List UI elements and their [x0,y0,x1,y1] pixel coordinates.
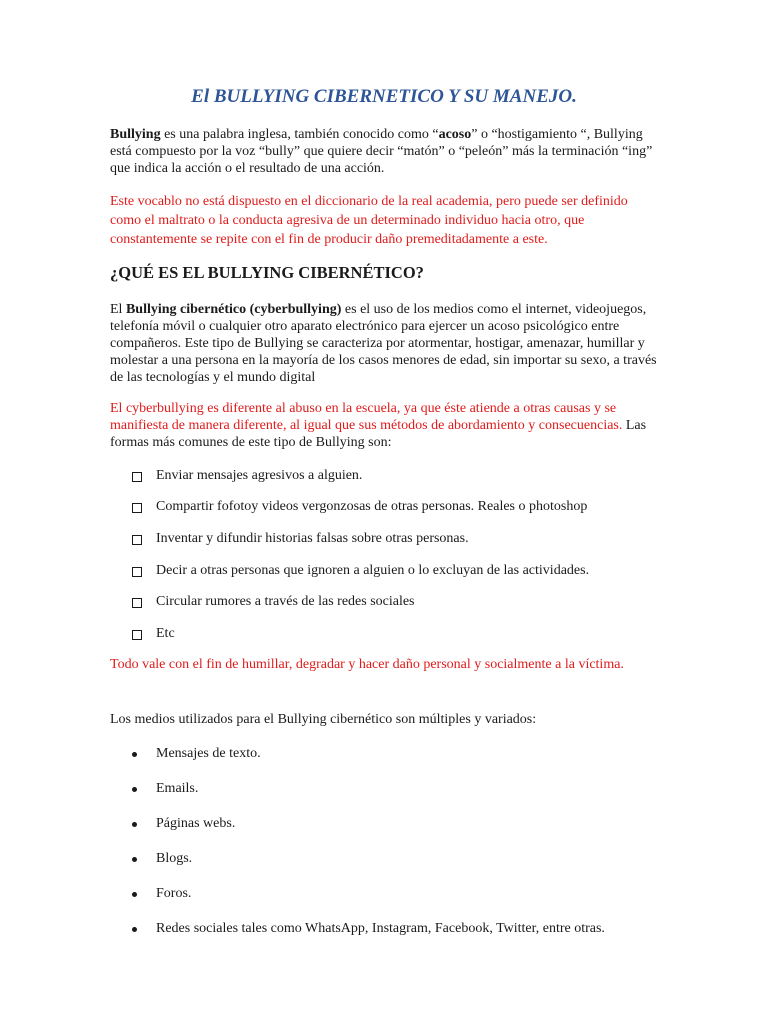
intro-bold-acoso: acoso [438,127,472,142]
what-is-text-1: El [110,302,126,317]
checkbox-square-icon [132,531,142,550]
difference-paragraph [110,400,658,451]
definition-paragraph: Este vocablo no está dispuesto en el diccionario de la real academia, pero puede ser definido como el maltrato o la conducta agresiva de un determinado individuo hacia otro, que constantemente se repite con el fin de producir daño premeditadamente a este. [110,194,628,247]
document-title: El BULLYING CIBERNETICO Y SU MANEJO. [191,86,577,107]
section-heading: ¿QUÉ ES EL BULLYING CIBERNÉTICO? [110,263,424,282]
list-item-text: Redes sociales tales como WhatsApp, Instagram, Facebook, Twitter, entre otras. [156,921,605,936]
what-is-paragraph [110,301,658,386]
media-intro-paragraph: Los medios utilizados para el Bullying cibernético son múltiples y variados: [110,712,537,727]
list-item-text: Inventar y difundir historias falsas sobre otras personas. [156,531,469,546]
difference-black-text: Las formas más comunes de este tipo de Bullying son: [110,418,647,450]
list-item-text: Páginas webs. [156,816,236,831]
bullet-dot-icon [132,816,137,832]
what-is-text-2: es el uso de los medios como el internet, videojuegos, telefonía móvil o cualquier otro aparato electrónico para ejercer un acoso psicológico entre compañeros. Este tipo de Bullying se caracteriza por atormentar, hostigar, amenazar, humillar y molestar a una persona en la mayoría de los casos menores de edad, sin importar su sexo, a través de las tecnologías y el mundo digital [110,302,657,385]
list-item-text: Compartir fofotoy videos vergonzosas de otras personas. Reales o photoshop [156,499,588,514]
list-item-text: Enviar mensajes agresivos a alguien. [156,468,363,483]
list-item-text: Etc [156,626,175,641]
intro-text-2: ” o “hostigamiento “, Bullying está compuesto por la voz “bully” que quiere decir “matón” o “pelеón” más la terminación “ing” que indica la acción o el resultado de una acción. [110,127,653,176]
list-item-text: Foros. [156,886,192,901]
list-item-text: Circular rumores a través de las redes sociales [156,594,415,609]
checkbox-square-icon [132,594,142,613]
list-item-text: Mensajes de texto. [156,746,261,761]
list-item-text: Emails. [156,781,199,796]
conclusion-paragraph: Todo vale con el fin de humillar, degradar y hacer daño personal y socialmente a la víctima. [110,657,624,672]
difference-red-text: El cyberbullying es diferente al abuso en la escuela, ya que éste atiende a otras causas y se manifiesta de manera diferente, al igual que sus métodos de abordamiento y consecuencias. [110,401,623,433]
intro-bold-term: Bullying [110,127,161,142]
list-item-text: Blogs. [156,851,193,866]
intro-paragraph [110,126,658,177]
checkbox-square-icon [132,563,142,582]
what-is-bold-term: Bullying cibernético (cyberbullying) [125,302,342,317]
checkbox-square-icon [132,626,142,645]
checkbox-square-icon [132,499,142,518]
bullet-dot-icon [132,851,137,867]
intro-text-1: es una palabra inglesa, también conocido como “ [160,127,439,142]
bullet-dot-icon [132,921,137,937]
list-item-text: Decir a otras personas que ignoren a alguien o lo excluyan de las actividades. [156,563,590,578]
bullet-dot-icon [132,746,137,762]
bullet-dot-icon [132,886,137,902]
checkbox-square-icon [132,468,142,487]
bullet-dot-icon [132,781,137,797]
